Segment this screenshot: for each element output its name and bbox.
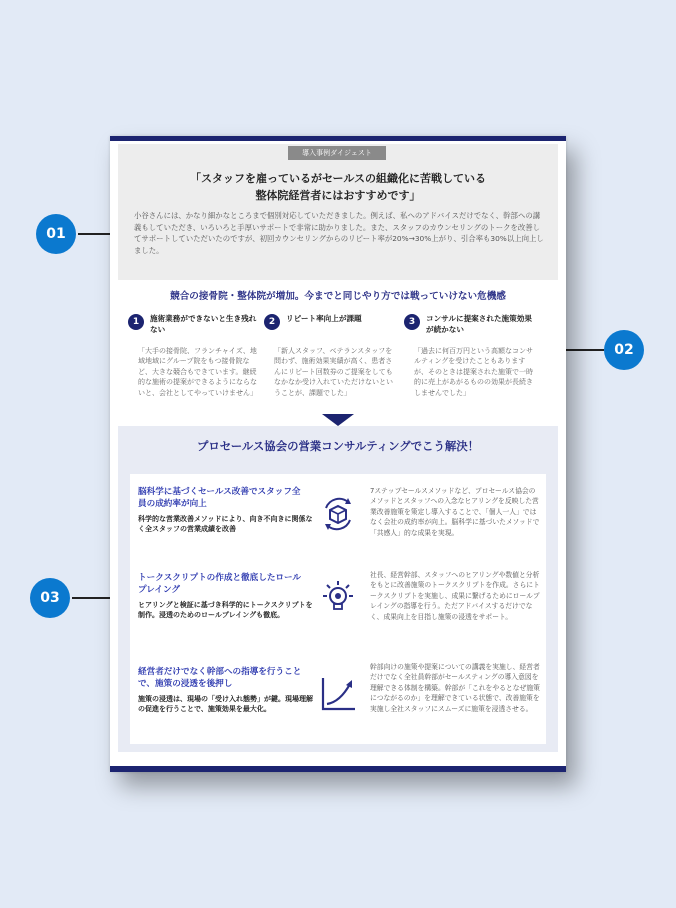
chevron-down-icon: [322, 414, 354, 426]
solution-box: [130, 474, 546, 744]
solution-detail: 幹部向けの施策や提案についての講義を実施し、経営者だけでなく全社員幹部がセールスティングの導入意図を理解できる体制を構築。幹部が「これをやるとなぜ施策につながるのか」を理解できている状態で、改善施策を実施し全社スタッフにスムーズに施策を浸透させる。: [370, 663, 540, 713]
solution-title: 経営者だけでなく幹部への指導を行うことで、施策の浸透を後押し: [138, 667, 302, 690]
problem-title: コンサルに提案された施策効果が続かない: [426, 314, 532, 334]
problem-title: 施術業務ができないと生き残れない: [150, 314, 257, 334]
solution-detail: 7ステップセールスメソッドなど、プロセールス協会のメソッドとスタッフへの入念なヒアリングを反映した営業改善施策を策定し導入することで、「個人一人」ではなく会社の成約率が向上。脳科学に基づいたメソッドで「共感人」的な成果を実現。: [370, 487, 540, 537]
problem-number: 3: [404, 314, 420, 330]
problem-number: 1: [128, 314, 144, 330]
badge-03: 03: [30, 578, 70, 618]
cube-cycle-icon: [318, 494, 358, 534]
problem-quote: 「新人スタッフ、ベテランスタッフを問わず、施術効果実績が高く、患者さんにリピート回数券のご提案をしてもなかなか受け入れていただけないということが、課題でした」: [274, 347, 393, 397]
problem-section-title: 競合の接骨院・整体院が増加。今までと同じやり方では戦っていけない危機感: [170, 291, 506, 302]
solution-title: トークスクリプトの作成と徹底したロールプレイング: [138, 573, 302, 596]
badge-02: 02: [604, 330, 644, 370]
headline-line-2: 整体院経営者にはおすすめです」: [255, 189, 421, 202]
headline-line-1: 「スタッフを雇っているがセールスの組織化に苦戦している: [189, 172, 486, 185]
badge-01: 01: [36, 214, 76, 254]
testimonial-section: [118, 144, 558, 280]
solution-description: 施策の浸透は、現場の「受け入れ態勢」が鍵。現場理解の促進を行うことで、施策効果を最大化。: [138, 695, 313, 714]
solution-detail: 社長、経営幹部、スタッフへのヒアリングや数値と分析をもとに改善施策のトークスクリプトを作成。さらにトークスクリプトを実施し、成果に繋げるためにロールプレイングの指導を行う。ただアドバイスするだけでなく、成果向上を目指し施策の浸透をサポート。: [370, 571, 540, 621]
solution-section: [118, 426, 558, 752]
connector-line-02: [560, 349, 604, 351]
solution-description: 科学的な営業改善メソッドにより、向き不向きに関係なく全スタッフの営業成績を改善: [138, 515, 313, 534]
problem-quote: 「大手の接骨院、フランチャイズ、地域地域にグループ院をもつ接骨院など、大きな競合もできています。継続的な施術の提案ができるようにならないと、会社としてやっていけません」: [138, 347, 257, 397]
digest-tag: 導入事例ダイジェスト: [288, 146, 386, 160]
problem-title: リピート率向上が課題: [286, 314, 362, 323]
document-page: [110, 136, 566, 772]
top-accent-bar: [110, 136, 566, 141]
growth-chart-icon: [318, 674, 358, 714]
bottom-accent-bar: [110, 766, 566, 772]
solution-title: 脳科学に基づくセールス改善でスタッフ全員の成約率が向上: [138, 487, 301, 510]
problem-quote: 「過去に何百万円という高額なコンサルティングを受けたこともありますが、そのときは提案された施策で一時的に売上があがるものの効果が長続きしませんでした」: [414, 347, 533, 397]
customer-voice-text: 小谷さんには、かなり細かなところまで個別対応していただきました。例えば、私へのアドバイスだけでなく、幹部への講義もしていただき、いろいろと手厚いサポートで非常に助かりました。また、スタッフのカウンセリングのトークを改善してサポートしていただいたのですが、初回カウンセリングからのリピート率が20%→30%上がり、引合率も30%以上向上しました。: [134, 211, 544, 255]
lightbulb-gear-icon: [318, 578, 358, 618]
problem-number: 2: [264, 314, 280, 330]
solution-description: ヒアリングと検証に基づき科学的にトークスクリプトを制作。浸透のためのロールプレイングも徹底。: [138, 601, 313, 620]
testimonial-headline: [138, 170, 538, 204]
solution-section-title: プロセールス協会の営業コンサルティングでこう解決！: [196, 439, 480, 453]
